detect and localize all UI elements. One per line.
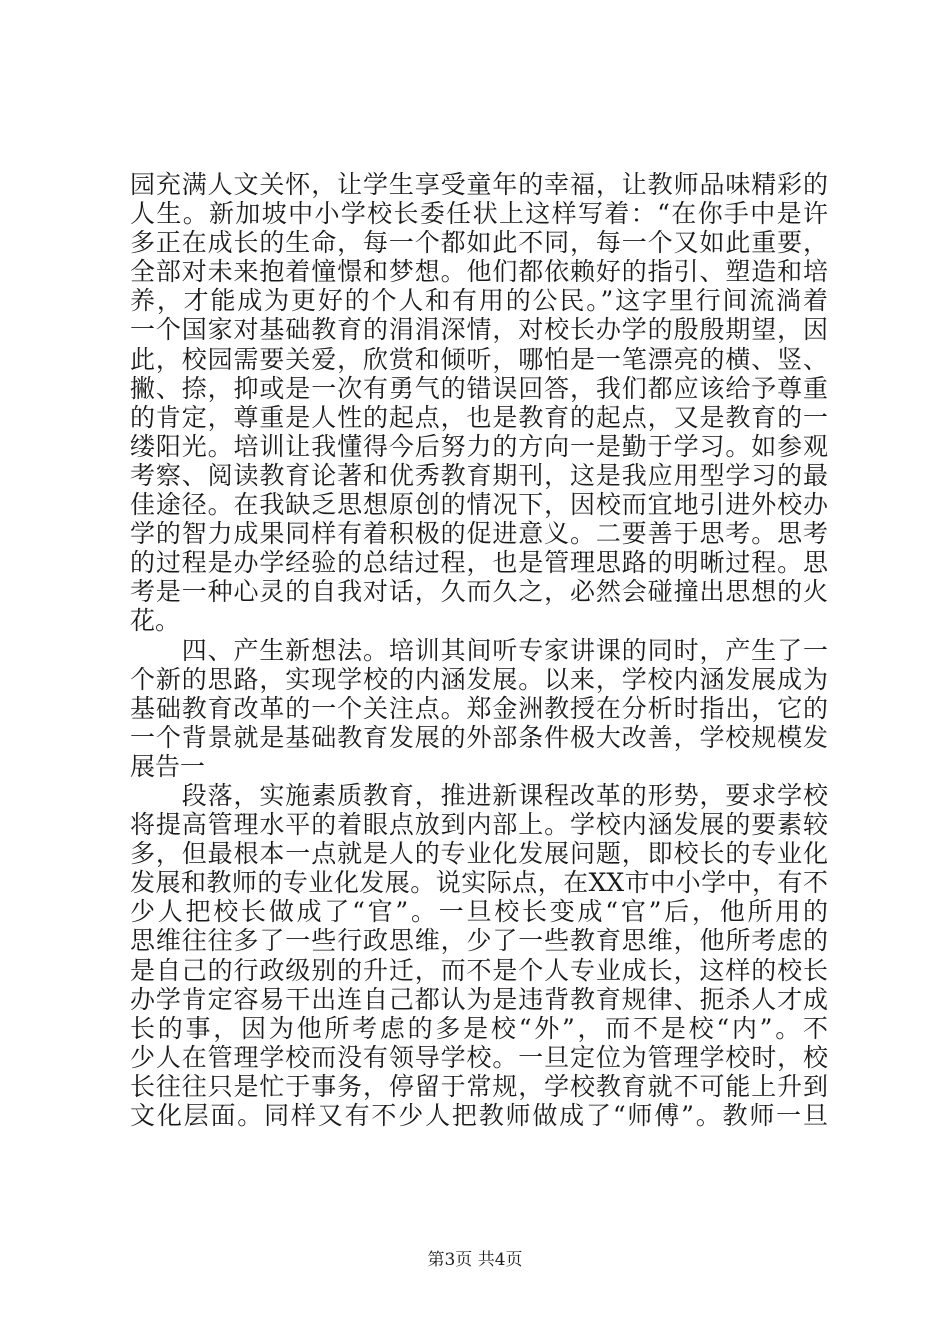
text-line: 发展和教师的专业化发展。说实际点，在XX市中小学中，有不 bbox=[130, 868, 828, 898]
text-line: 四、产生新想法。培训其间听专家讲课的同时，产生了一 bbox=[130, 635, 828, 665]
text-line: 少人在管理学校而没有领导学校。一旦定位为管理学校时，校 bbox=[130, 1042, 828, 1072]
text-line: 多正在成长的生命，每一个都如此不同，每一个又如此重要， bbox=[130, 228, 828, 258]
body-text bbox=[130, 170, 828, 1130]
text-line: 是自己的行政级别的升迁，而不是个人专业成长，这样的校长 bbox=[130, 955, 828, 985]
text-line: 长往往只是忙于事务，停留于常规，学校教育就不可能上升到 bbox=[130, 1071, 828, 1101]
text-line: 多，但最根本一点就是人的专业化发展问题，即校长的专业化 bbox=[130, 839, 828, 869]
text-line: 考是一种心灵的自我对话，久而久之，必然会碰撞出思想的火 bbox=[130, 577, 828, 607]
text-line: 园充满人文关怀，让学生享受童年的幸福，让教师品味精彩的 bbox=[130, 170, 828, 199]
text-line: 段落，实施素质教育，推进新课程改革的形势，要求学校 bbox=[130, 780, 828, 810]
text-line: 全部对未来抱着憧憬和梦想。他们都依赖好的指引、塑造和培 bbox=[130, 257, 828, 287]
text-line: 的过程是办学经验的总结过程，也是管理思路的明晰过程。思 bbox=[130, 548, 828, 578]
text-line: 办学肯定容易干出连自己都认为是违背教育规律、扼杀人才成 bbox=[130, 984, 828, 1014]
text-line: 考察、阅读教育论著和优秀教育期刊，这是我应用型学习的最 bbox=[130, 460, 828, 490]
text-line: 将提高管理水平的着眼点放到内部上。学校内涵发展的要素较 bbox=[130, 810, 828, 840]
text-line: 少人把校长做成了“官”。一旦校长变成“官”后，他所用的 bbox=[130, 897, 828, 927]
text-line: 长的事，因为他所考虑的多是校“外”，而不是校“内”。不 bbox=[130, 1013, 828, 1043]
text-line: 基础教育改革的一个关注点。郑金洲教授在分析时指出，它的 bbox=[130, 693, 828, 723]
text-line: 一个国家对基础教育的涓涓深情，对校长办学的殷殷期望，因 bbox=[130, 315, 828, 345]
text-line: 展告一 bbox=[130, 751, 206, 781]
text-line: 缕阳光。培训让我懂得今后努力的方向一是勤于学习。如参观 bbox=[130, 431, 828, 461]
text-line: 此，校园需要关爱，欣赏和倾听，哪怕是一笔漂亮的横、竖、 bbox=[130, 344, 828, 374]
page-footer: 第3页 共4页 bbox=[427, 1250, 523, 1270]
text-line: 一个背景就是基础教育发展的外部条件极大改善，学校规模发 bbox=[130, 722, 828, 752]
text-line: 撇、捺，抑或是一次有勇气的错误回答，我们都应该给予尊重 bbox=[130, 373, 828, 403]
text-line: 佳途径。在我缺乏思想原创的情况下，因校而宜地引进外校办 bbox=[130, 490, 828, 520]
text-line: 思维往往多了一些行政思维，少了一些教育思维，他所考虑的 bbox=[130, 926, 828, 956]
text-line: 的肯定，尊重是人性的起点，也是教育的起点，又是教育的一 bbox=[130, 402, 828, 432]
text-line: 学的智力成果同样有着积极的促进意义。二要善于思考。思考 bbox=[130, 519, 828, 549]
text-line: 花。 bbox=[130, 606, 181, 636]
text-line: 人生。新加坡中小学校长委任状上这样写着：“在你手中是许 bbox=[130, 199, 828, 229]
text-line: 文化层面。同样又有不少人把教师做成了“师傅”。教师一旦 bbox=[130, 1101, 828, 1130]
text-line: 养，才能成为更好的个人和有用的公民。”这字里行间流淌着 bbox=[130, 286, 828, 316]
text-line: 个新的思路，实现学校的内涵发展。以来，学校内涵发展成为 bbox=[130, 664, 828, 694]
